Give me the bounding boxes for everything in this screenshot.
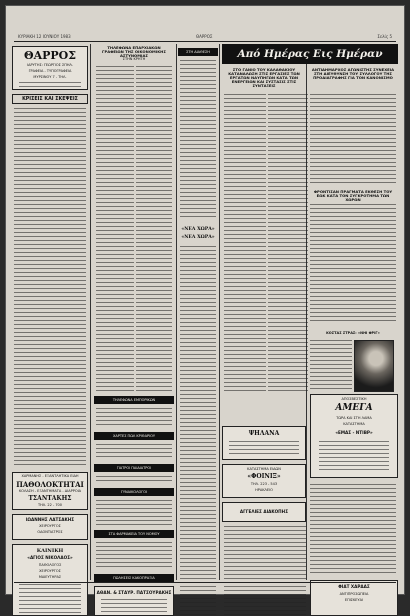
ad-pathologists <box>12 472 88 510</box>
article-text <box>96 444 172 460</box>
ad-clinic <box>12 544 88 616</box>
newspaper-page <box>6 6 404 602</box>
headline-nea-xora-2: «ΝΕΑ ΧΩΡΑ» <box>181 235 215 240</box>
ad-line: ΤΩΡΑ ΚΑΙ ΣΤΗ ΛΑΜΑ <box>336 416 372 420</box>
article-text <box>224 526 306 616</box>
masthead-box <box>12 46 88 90</box>
column-divider <box>219 44 220 580</box>
section-title: ΚΡΙΣΕΙΣ ΚΑΙ ΣΚΕΨΕΙΣ <box>22 97 78 102</box>
article-text <box>310 340 352 390</box>
masthead-line: ΜΥΡΣΙΝΟΥ 7 - ΤΗΛ. <box>33 75 67 79</box>
header-rule <box>14 41 396 42</box>
ad-line: ΚΟΛΑΣΗ - ΕΞΑΝΤΗΜΑΤΑ - ΔΙΑΡΡΟΙΑ <box>18 489 82 493</box>
article-text <box>310 204 396 324</box>
ad-text <box>101 599 167 613</box>
ad-title: ΑΠΟΣΒΕΣΤΙΚΗ <box>341 397 367 401</box>
header-date: ΚΥΡΙΑΚΗ 12 ΙΟΥΝΙΟΥ 1983 <box>18 34 71 39</box>
section-bar <box>94 574 174 582</box>
article-text <box>96 542 172 570</box>
ad-text <box>19 584 81 614</box>
photo-caption: ΚΟΣΤΑΣ ΣΤΡΑΣ: «ΝΗΙ ΦΡΙΓ» <box>326 331 380 335</box>
masthead-line: ΙΔΡΥΤΗΣ: ΓΕΩΡΓΙΟΣ ΣΠΗΛ. <box>27 63 73 67</box>
lead-right-headline: ΑΝΤΙΔΗΜΑΡΧΟΣ ΑΓΩΝΙΣΤΗΣ ΣΥΝΕΧΕΙΑ ΣΤΗ ΔΙΕΥΘΥΝΣΗ ΤΟΥ ΣΥΛΛΟΓΟΥ ΤΗΣ ΠΡΟΔΙΑΓΡΑΦΗΣ ΓΙΑ ΤΟΝ ΚΑΝΟΝΙΣΜΟ <box>311 67 395 80</box>
masthead-name: ΘΑΡΡΟΣ <box>23 49 77 62</box>
ad-title: ΙΩΑΝΝΗΣ ΛΑΤΣΑΚΗΣ <box>25 517 75 522</box>
header-page: Σελίς 5 <box>377 34 392 39</box>
ad-name: ΑΜΕΓΑ <box>335 403 373 413</box>
ad-line: ΧΕΙΡΟΥΡΓΟΣ <box>39 524 61 528</box>
ad-line: ΧΕΙΡΟΥΡΓΟΣ <box>39 569 61 573</box>
section-bar-label: ΣΤΑ ΦΑΡΜΑΚΕΙΑ ΤΟΥ ΝΟΜΟΥ <box>108 532 160 536</box>
ad-name: ΠΑΘΟΛΟΚΤΗΤΑΙ <box>16 480 84 489</box>
column-divider <box>90 44 91 580</box>
ad-text <box>319 441 389 473</box>
page-header <box>6 32 404 40</box>
masthead-text <box>19 82 81 89</box>
ad-title: ΚΛΙΝΙΚΗ <box>36 548 64 554</box>
column-divider <box>176 44 177 580</box>
section-bar-label: ΓΥΝΑΙΚΟΛΟΓΟΙ <box>120 490 148 494</box>
masthead-line: ΓΡΑΦΕΙΑ - ΤΥΠΟΓΡΑΦΕΙΑ <box>28 69 72 73</box>
announcement-text <box>229 441 299 457</box>
article-text <box>310 484 396 574</box>
article-text <box>96 476 172 484</box>
section-bar <box>94 464 174 472</box>
col3-title: ΣΤΗ ΔΙΑΘΕΣΗ <box>186 50 210 54</box>
ad-line: ΟΔΟΝΤΙΑΤΡΟΣ <box>37 530 63 534</box>
ad-name: «ΦΟΙΝΙΞ» <box>247 473 281 480</box>
ad-brand: ΤΣΑΝΤΑΚΗΣ <box>28 495 72 502</box>
ad-title: ΚΑΤΑΣΤΗΜΑ ΕΙΔΩΝ <box>247 467 281 471</box>
section-bar-label: ΓΙΑΤΡΟΙ ΠΑΙΔΙΑΤΡΟΙ <box>116 466 152 470</box>
ad-amega <box>310 394 398 478</box>
ad-sub: «ΑΓΙΟΣ ΝΙΚΟΛΑΟΣ» <box>27 555 73 560</box>
ad-line: ΠΑΘΟΛΟΓΟΣ <box>38 563 62 567</box>
ad-title: ΦΙΑΤ ΧΑΡΔΑΣ <box>338 584 370 589</box>
portrait-photo <box>354 340 394 392</box>
column-1 <box>12 44 88 580</box>
section-bar <box>94 396 174 404</box>
ad-line: ΧΑΡΜΑΝΗΣ - ΕΞΑΝΤΛΗΤΙΚΑ ΕΙΔΗ <box>21 474 79 478</box>
article-text <box>96 66 134 391</box>
mid-right-headline: ΦΡΟΝΤΙΣΑΝ ΠΡΑΓΜΑΤΑ ΕΚΘΕΣΗ ΤΟΥ ΕΩΚ ΚΑΤΑ ΤΟΝ ΣΥΓΚΡΟΤΗΜΑ ΤΩΝ ΧΩΡΩΝ <box>313 189 393 202</box>
column-2 <box>94 44 174 595</box>
headline-nea-xora: «ΝΕΑ ΧΩΡΑ» <box>181 227 215 232</box>
ad-line: ΤΗΛ. 22 - 700 <box>37 503 62 507</box>
section-bar-label: ΧΑΡΤΕΣ ΠΩΛ ΚΡΙΘΑΡΙΟΥ <box>112 434 155 438</box>
announcement-box <box>222 426 306 460</box>
article-text <box>224 94 266 394</box>
article-text <box>180 246 216 616</box>
col2-sub: ΣΤΗΝ ΚΡΗΤΗ <box>122 57 146 61</box>
ad-patsourakis <box>94 586 174 616</box>
ad-notices <box>222 502 306 522</box>
footer-rule <box>14 582 396 583</box>
ad-line: ΑΝΤΙΠΡΟΣΩΠΕΙΑ <box>339 592 369 596</box>
lead-headline: ΣΤΟ ΓΑΝΙΟ ΤΟΥ ΚΑΛΑΘΑΚΙΟΥ ΚΑΤΑΝΑΛΩΣΗ ΣΤΙΣ ΕΡΓΑΣΙΕΣ ΤΩΝ ΕΡΓΑΤΩΝ ΝΑΥΠΗΓΩΝ ΚΑΤΑ ΤΩΝ ΕΝΕΡΓΕΙΩΝ ΚΑΙ ΣΥΣΤΑΣΙΣ ΣΤΙΣ ΣΥΝΤΑΞΕΙΣ <box>228 67 300 88</box>
article-text <box>310 94 396 184</box>
ad-line: ΤΗΛ. 223 - 543 <box>250 482 278 486</box>
ad-line: ΕΠΙΣΚΕΥΑΙ <box>344 598 364 602</box>
section-bar <box>94 488 174 496</box>
col3-title-bar <box>178 48 218 56</box>
article-text <box>96 500 172 526</box>
column-3 <box>178 44 218 580</box>
section-bar <box>94 530 174 538</box>
section-bar-label: ΠΩΛΗΣΕΙΣ ΚΑΚΟΠΡΑΞΙΑ <box>113 576 155 580</box>
ad-line: ΚΑΤΑΣΤΗΜΑ <box>343 422 365 426</box>
article-text <box>14 108 86 466</box>
article-text <box>180 60 216 220</box>
ad-title: ΑΘΑΝ. & ΣΤΑΥΡ. ΠΑΤΣΟΥΡΑΚΗΣ <box>96 590 172 595</box>
header-paper: ΘΑΡΡΟΣ <box>196 34 213 39</box>
ad-doctor <box>12 514 88 540</box>
ad-line: ΗΡΑΚΛΕΙΟ <box>255 488 273 492</box>
section-bar-label: ΤΗΛΕΦΩΝΑ ΕΜΠΟΡΙΚΩΝ <box>112 398 156 402</box>
ad-phoenix <box>222 464 306 498</box>
banner-title: Από Ημέρας Εις Ημέραν <box>237 48 383 60</box>
article-text <box>96 408 172 428</box>
ad-line: ΜΑΙΕΥΤΗΡΑΣ <box>38 575 62 579</box>
section-title-box <box>12 94 88 104</box>
ad-title: ΑΓΓΕΛΙΕΣ ΔΙΑΚΟΠΗΣ <box>239 509 289 514</box>
ad-fiat <box>310 580 398 616</box>
announcement-title: ΨΗΛΑΝΑ <box>248 430 280 437</box>
banner <box>222 44 398 64</box>
article-text <box>136 66 172 391</box>
article-text <box>268 94 308 394</box>
ad-line: «ΕΜΑΣ - ΝΤΙΒΡ» <box>335 430 373 435</box>
section-bar <box>94 432 174 440</box>
column-4 <box>222 44 398 602</box>
col2-title: ΤΗΛΕΦΩΝΑ ΕΠΑΡΧΙΑΚΩΝ ΓΡΑΦΕΙΩΝ ΤΗΣ ΟΙΚΟΝΟΜΙΚΗΣ ΑΣΤΥΝΟΜΙΑΣ <box>102 45 166 58</box>
